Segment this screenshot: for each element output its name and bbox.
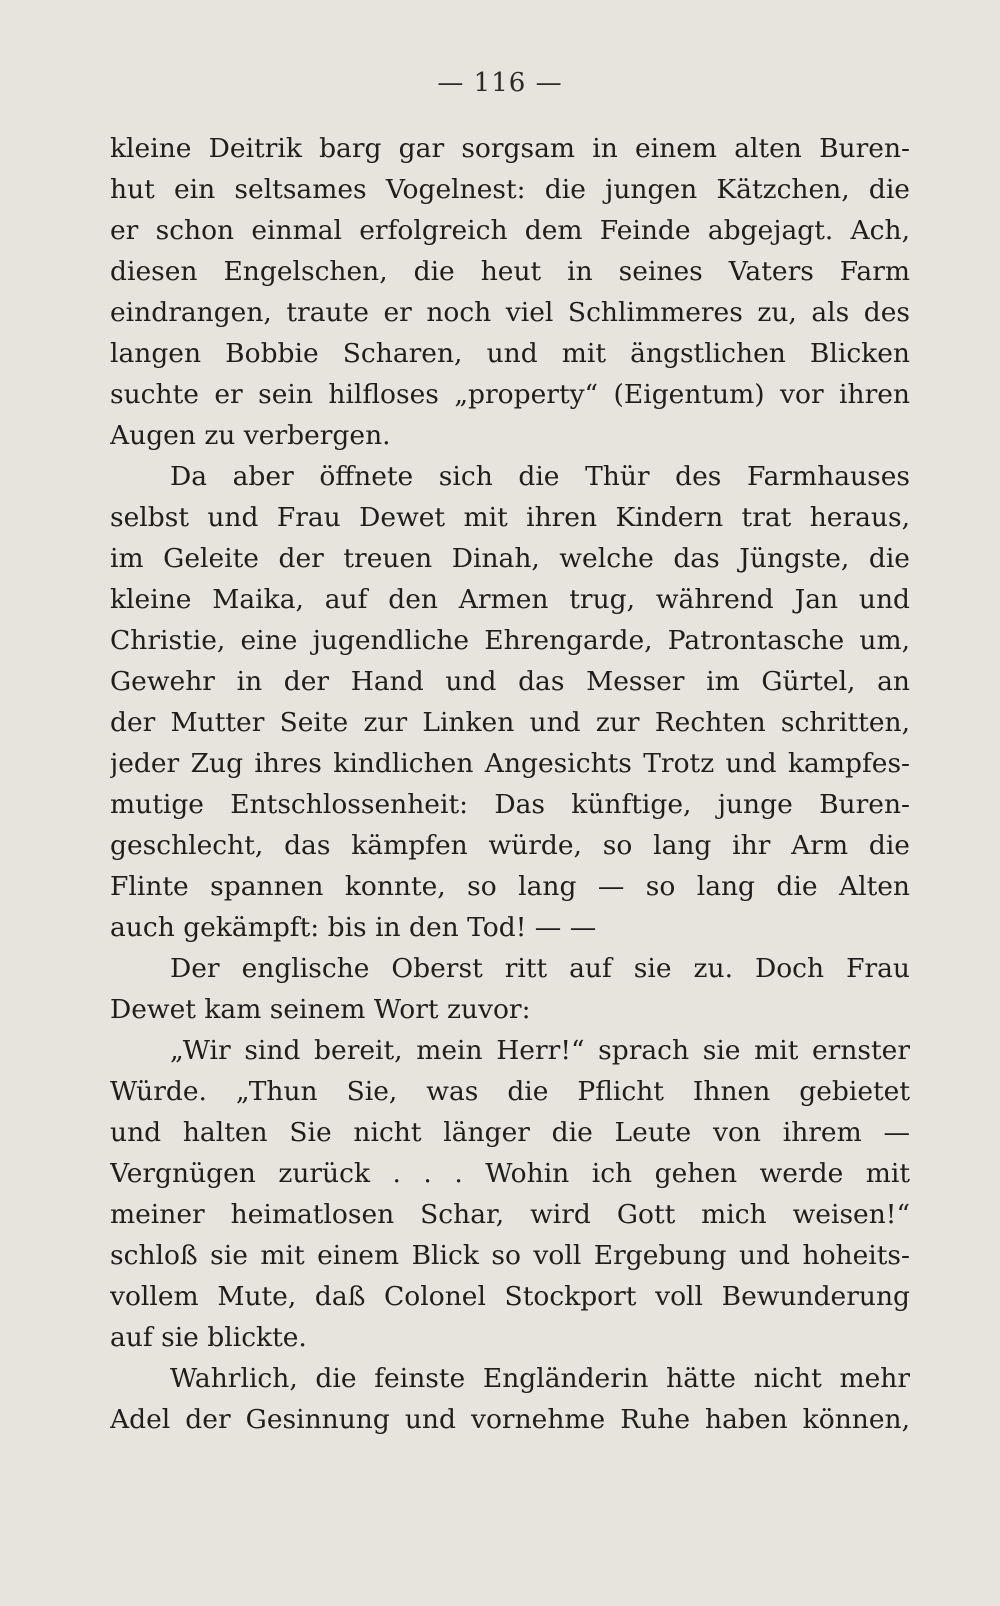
text-line: Flinte spannen konnte, so lang — so lang die Alten: [110, 871, 910, 902]
text-line: Da aber öffnete sich die Thür des Farmhauses: [170, 461, 910, 492]
text-line: Würde. „Thun Sie, was die Pflicht Ihnen gebietet: [110, 1076, 910, 1107]
text-line: Augen zu verbergen.: [110, 420, 391, 451]
text-line: „Wir sind bereit, mein Herr!“ sprach sie mit ernster: [170, 1035, 910, 1066]
text-line: Christie, eine jugendliche Ehrengarde, Patrontasche um,: [110, 625, 910, 656]
body-text: [110, 128, 910, 1440]
text-line: er schon einmal erfolgreich dem Feinde abgejagt. Ach,: [110, 215, 910, 246]
text-line: auf sie blickte.: [110, 1322, 307, 1353]
text-line: mutige Entschlossenheit: Das künftige, junge Buren-: [110, 789, 910, 820]
text-line: selbst und Frau Dewet mit ihren Kindern trat heraus,: [110, 502, 910, 533]
text-line: der Mutter Seite zur Linken und zur Rechten schritten,: [110, 707, 910, 738]
text-line: Gewehr in der Hand und das Messer im Gürtel, an: [110, 666, 910, 697]
text-line: Adel der Gesinnung und vornehme Ruhe haben können,: [110, 1404, 910, 1435]
text-line: meiner heimatlosen Schar, wird Gott mich weisen!“: [110, 1199, 910, 1230]
text-line: kleine Deitrik barg gar sorgsam in einem alten Buren-: [110, 133, 910, 164]
text-line: und halten Sie nicht länger die Leute von ihrem —: [110, 1117, 910, 1148]
text-line: Der englische Oberst ritt auf sie zu. Doch Frau: [170, 953, 910, 984]
text-line: langen Bobbie Scharen, und mit ängstlichen Blicken: [110, 338, 910, 369]
text-line: eindrangen, traute er noch viel Schlimmeres zu, als des: [110, 297, 910, 328]
text-line: Vergnügen zurück . . . Wohin ich gehen werde mit: [110, 1158, 910, 1189]
text-line: vollem Mute, daß Colonel Stockport voll Bewunderung: [110, 1281, 910, 1312]
text-line: Dewet kam seinem Wort zuvor:: [110, 994, 531, 1025]
text-line: jeder Zug ihres kindlichen Angesichts Trotz und kampfes-: [110, 748, 910, 779]
text-line: kleine Maika, auf den Armen trug, während Jan und: [110, 584, 910, 615]
text-line: geschlecht, das kämpfen würde, so lang ihr Arm die: [110, 830, 910, 861]
text-line: im Geleite der treuen Dinah, welche das Jüngste, die: [110, 543, 910, 574]
text-line: auch gekämpft: bis in den Tod! — —: [110, 912, 597, 943]
text-line: Wahrlich, die feinste Engländerin hätte nicht mehr: [170, 1363, 910, 1394]
page-number: — 116 —: [437, 68, 563, 98]
text-line: diesen Engelschen, die heut in seines Vaters Farm: [110, 256, 910, 287]
text-line: suchte er sein hilfloses „property“ (Eigentum) vor ihren: [110, 379, 910, 410]
text-line: hut ein seltsames Vogelnest: die jungen Kätzchen, die: [110, 174, 910, 205]
text-line: schloß sie mit einem Blick so voll Ergebung und hoheits-: [110, 1240, 910, 1271]
